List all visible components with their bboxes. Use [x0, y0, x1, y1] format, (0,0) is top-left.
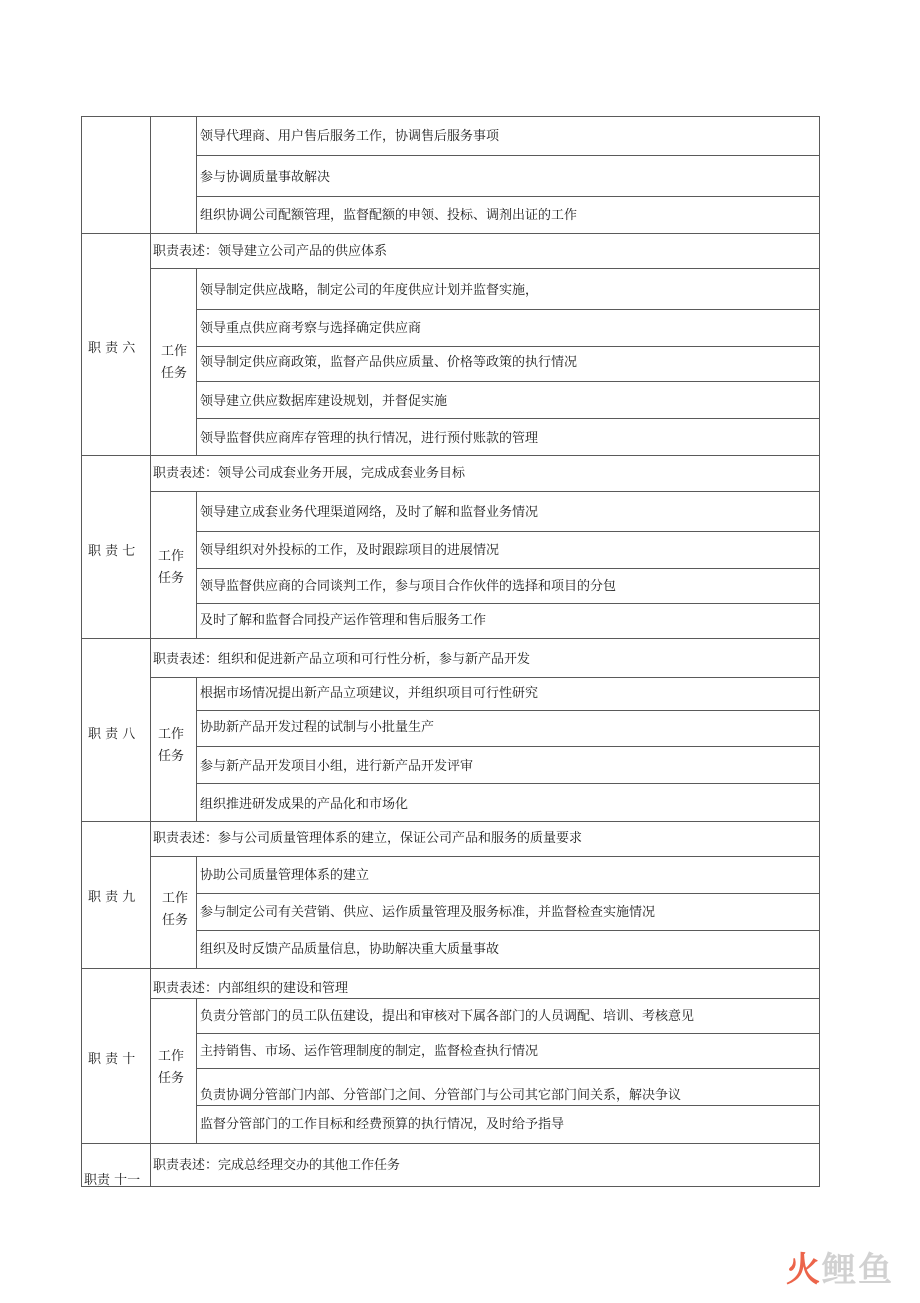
tasks-label: 工作 任务	[161, 891, 188, 928]
duty-statement: 职责表述：参与公司质量管理体系的建立，保证公司产品和服务的质量要求	[153, 831, 583, 846]
duty-statement-cell	[150, 638, 820, 678]
task-text: 领导监督供应商的合同谈判工作，参与项目合作伙伴的选择和项目的分包	[200, 579, 617, 594]
duty-label-cell	[81, 968, 151, 1144]
task-text: 负责协调分管部门内部、分管部门之间、分管部门与公司其它部门间关系，解决争议	[200, 1088, 682, 1103]
task-text: 负责分管部门的员工队伍建设，提出和审核对下属各部门的人员调配、培训、考核意见	[200, 1009, 695, 1024]
duty-statement-cell	[150, 1143, 820, 1187]
task-cell	[196, 155, 820, 197]
task-text: 主持销售、市场、运作管理制度的制定，监督检查执行情况	[200, 1044, 539, 1059]
task-text: 参与协调质量事故解决	[200, 170, 331, 185]
task-text: 及时了解和监督合同投产运作管理和售后服务工作	[200, 613, 487, 628]
task-text: 领导组织对外投标的工作，及时跟踪项目的进展情况	[200, 543, 500, 558]
tasks-label: 工作 任务	[157, 549, 184, 586]
task-cell	[196, 783, 820, 822]
task-cell	[196, 1068, 820, 1106]
watermark-fish-glyphs: 鲤鱼	[822, 1250, 894, 1290]
tasks-label: 工作 任务	[160, 344, 187, 381]
task-text: 参与新产品开发项目小组，进行新产品开发评审	[200, 759, 474, 774]
task-cell	[196, 1033, 820, 1069]
tasks-label: 工作 任务	[157, 727, 184, 764]
tasks-label-cell	[150, 268, 197, 456]
duty-label: 职 责 八	[88, 727, 136, 742]
duty-label-cell	[81, 1143, 151, 1187]
tasks-label-cell	[150, 856, 197, 969]
task-text: 根据市场情况提出新产品立项建议，并组织项目可行性研究	[200, 686, 539, 701]
tasks-label-cell	[150, 491, 197, 639]
task-text: 监督分管部门的工作目标和经费预算的执行情况，及时给予指导	[200, 1117, 565, 1132]
duty-label: 职责 十一	[84, 1173, 141, 1188]
task-text: 领导建立成套业务代理渠道网络，及时了解和监督业务情况	[200, 505, 539, 520]
duty-label: 职 责 七	[88, 544, 136, 559]
duty-label-cell	[81, 233, 151, 456]
task-text: 参与制定公司有关营销、供应、运作质量管理及服务标准，并监督检查实施情况	[200, 905, 656, 920]
task-cell	[196, 677, 820, 711]
duty-label-cell	[81, 821, 151, 969]
duty-statement: 职责表述：组织和促进新产品立项和可行性分析，参与新产品开发	[153, 652, 531, 667]
task-text: 组织协调公司配额管理，监督配额的申领、投标、调剂出证的工作	[200, 208, 578, 223]
duty-label-cell	[81, 116, 151, 234]
task-cell	[196, 998, 820, 1034]
duty-label: 职 责 十	[88, 1052, 136, 1067]
duty-label-cell	[81, 455, 151, 639]
duty-statement-cell	[150, 821, 820, 857]
duty-label-cell	[81, 638, 151, 822]
task-text: 领导建立供应数据库建设规划，并督促实施	[200, 394, 448, 409]
task-text: 领导制定供应商政策，监督产品供应质量、价格等政策的执行情况	[200, 355, 578, 370]
duty-statement-cell	[150, 968, 820, 999]
task-cell	[196, 116, 820, 156]
task-cell	[196, 568, 820, 604]
task-cell	[196, 1105, 820, 1144]
task-cell	[196, 893, 820, 931]
task-cell	[196, 346, 820, 382]
task-cell	[196, 930, 820, 969]
task-text: 协助公司质量管理体系的建立	[200, 868, 370, 883]
task-cell	[196, 603, 820, 639]
watermark-logo	[786, 1242, 894, 1291]
task-cell	[196, 309, 820, 347]
duty-statement: 职责表述：领导建立公司产品的供应体系	[153, 244, 388, 259]
task-cell	[196, 856, 820, 894]
duty-statement: 职责表述：内部组织的建设和管理	[153, 981, 349, 996]
task-cell	[196, 196, 820, 234]
task-text: 协助新产品开发过程的试制与小批量生产	[200, 720, 435, 735]
task-text: 领导制定供应战略，制定公司的年度供应计划并监督实施，	[200, 283, 539, 298]
duty-statement-cell	[150, 233, 820, 269]
task-cell	[196, 531, 820, 569]
task-cell	[196, 418, 820, 456]
duty-statement: 职责表述：领导公司成套业务开展，完成成套业务目标	[153, 466, 466, 481]
task-cell	[196, 746, 820, 784]
tasks-label-cell	[150, 998, 197, 1144]
task-text: 组织及时反馈产品质量信息，协助解决重大质量事故	[200, 942, 500, 957]
duty-label: 职 责 九	[88, 890, 136, 905]
task-cell	[196, 381, 820, 419]
tasks-label: 工作 任务	[157, 1049, 184, 1086]
tasks-label-cell	[150, 677, 197, 822]
duty-statement-cell	[150, 455, 820, 492]
duty-statement: 职责表述：完成总经理交办的其他工作任务	[153, 1158, 401, 1173]
task-text: 领导重点供应商考察与选择确定供应商	[200, 321, 422, 336]
task-cell	[196, 268, 820, 310]
task-cell	[196, 710, 820, 747]
tasks-label-cell	[150, 116, 197, 234]
task-cell	[196, 491, 820, 532]
task-text: 组织推进研发成果的产品化和市场化	[200, 797, 409, 812]
duty-label: 职 责 六	[88, 341, 136, 356]
task-text: 领导监督供应商库存管理的执行情况，进行预付账款的管理	[200, 431, 539, 446]
watermark-fire-glyph: 火	[786, 1250, 822, 1290]
task-text: 领导代理商、用户售后服务工作，协调售后服务事项	[200, 129, 500, 144]
